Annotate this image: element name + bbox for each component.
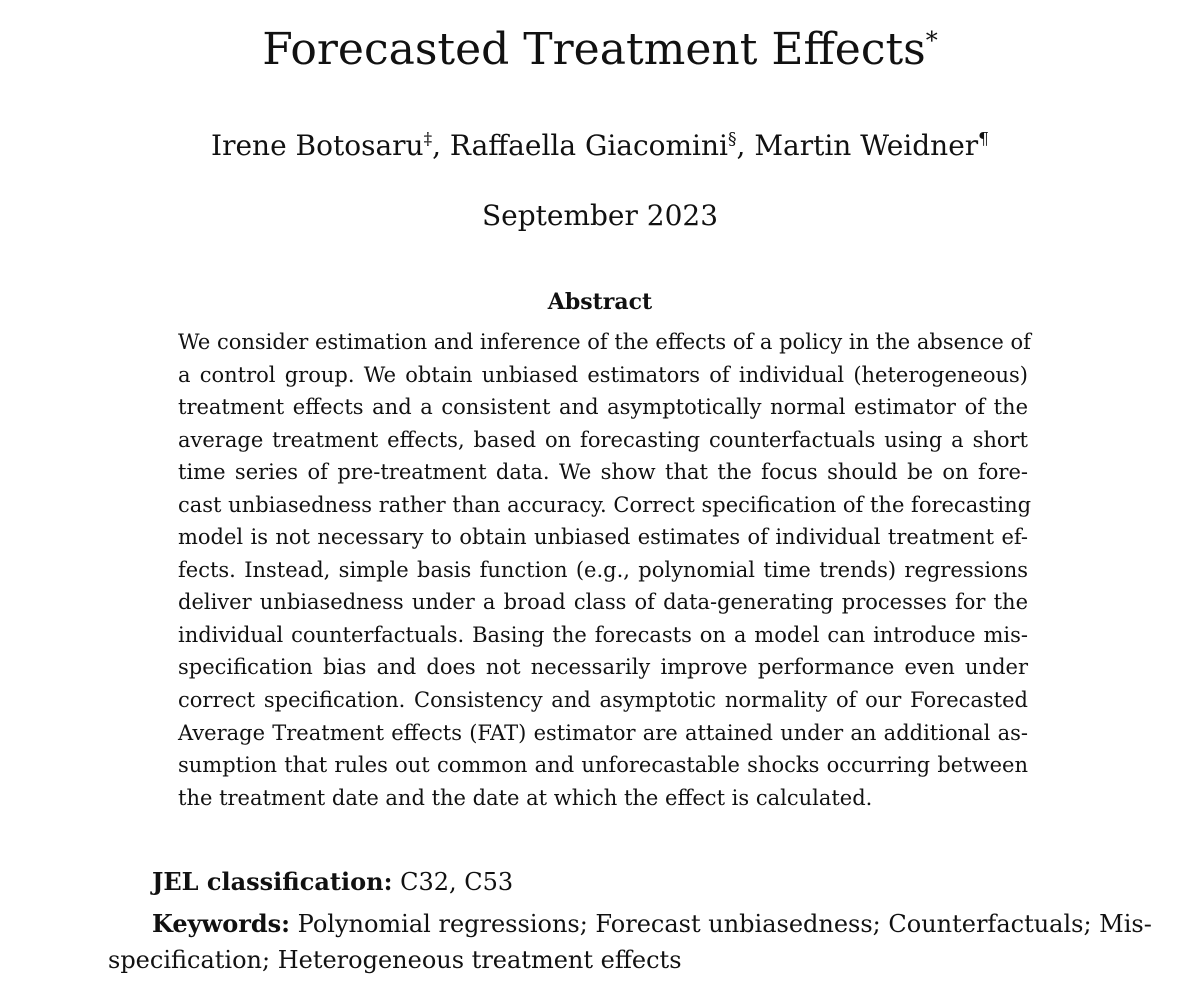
abstract-line: sumption that rules out common and unforecastable shocks occurring between <box>178 753 1028 778</box>
author-separator: , <box>736 129 755 162</box>
jel-label: JEL classification: <box>152 867 393 896</box>
keywords-line-continued: specification; Heterogeneous treatment effects <box>108 946 682 974</box>
keywords-label: Keywords: <box>152 909 291 938</box>
author-footnote-mark: § <box>728 129 737 150</box>
abstract-line: the treatment date and the date at which the effect is calculated. <box>178 785 873 810</box>
abstract-line: specification bias and does not necessarily improve performance even under <box>178 655 1028 680</box>
abstract-line: fects. Instead, simple basis function (e.g., polynomial time trends) regressions <box>178 557 1028 582</box>
abstract-line: time series of pre-treatment data. We show that the focus should be on fore- <box>178 460 1028 485</box>
abstract-line: cast unbiasedness rather than accuracy. Correct specification of the forecasting <box>178 492 1032 517</box>
title-footnote-mark: * <box>925 26 938 55</box>
author-footnote-mark: ‡ <box>423 129 433 150</box>
author-name: Martin Weidner <box>754 129 979 162</box>
author-name: Irene Botosaru <box>211 129 424 162</box>
jel-codes: C32, C53 <box>400 868 514 896</box>
abstract-line: correct specification. Consistency and asymptotic normality of our Forecasted <box>178 688 1028 713</box>
keywords-line <box>108 906 1152 942</box>
abstract-line: a control group. We obtain unbiased estimators of individual (heterogeneous) <box>178 362 1028 387</box>
abstract-heading: Abstract <box>547 289 653 315</box>
abstract-line: model is not necessary to obtain unbiased estimates of individual treatment ef- <box>178 525 1028 550</box>
abstract-line: treatment effects and a consistent and asymptotically normal estimator of the <box>178 395 1028 420</box>
abstract-line: individual counterfactuals. Basing the forecasts on a model can introduce mis- <box>178 622 1028 647</box>
abstract-line: average treatment effects, based on forecasting counterfactuals using a short <box>178 427 1028 452</box>
abstract-line: deliver unbiasedness under a broad class of data-generating processes for the <box>178 590 1028 615</box>
paper-date: September 2023 <box>481 199 719 232</box>
paper-title-text: Forecasted Treatment Effects <box>262 24 926 75</box>
abstract-body <box>178 326 1032 814</box>
keywords-text: Polynomial regressions; Forecast unbiasedness; Counterfactuals; Mis- <box>297 910 1152 938</box>
author-separator: , <box>432 129 450 162</box>
keywords <box>108 906 1152 978</box>
abstract-line: We consider estimation and inference of the effects of a policy in the absence of <box>178 330 1031 354</box>
abstract-line: Average Treatment effects (FAT) estimator are attained under an additional as- <box>178 720 1028 745</box>
paper-title <box>0 20 1200 80</box>
author-list <box>0 126 1200 166</box>
author-footnote-mark: ¶ <box>978 129 989 150</box>
jel-classification <box>152 865 513 899</box>
author-name: Raffaella Giacomini <box>449 129 729 162</box>
